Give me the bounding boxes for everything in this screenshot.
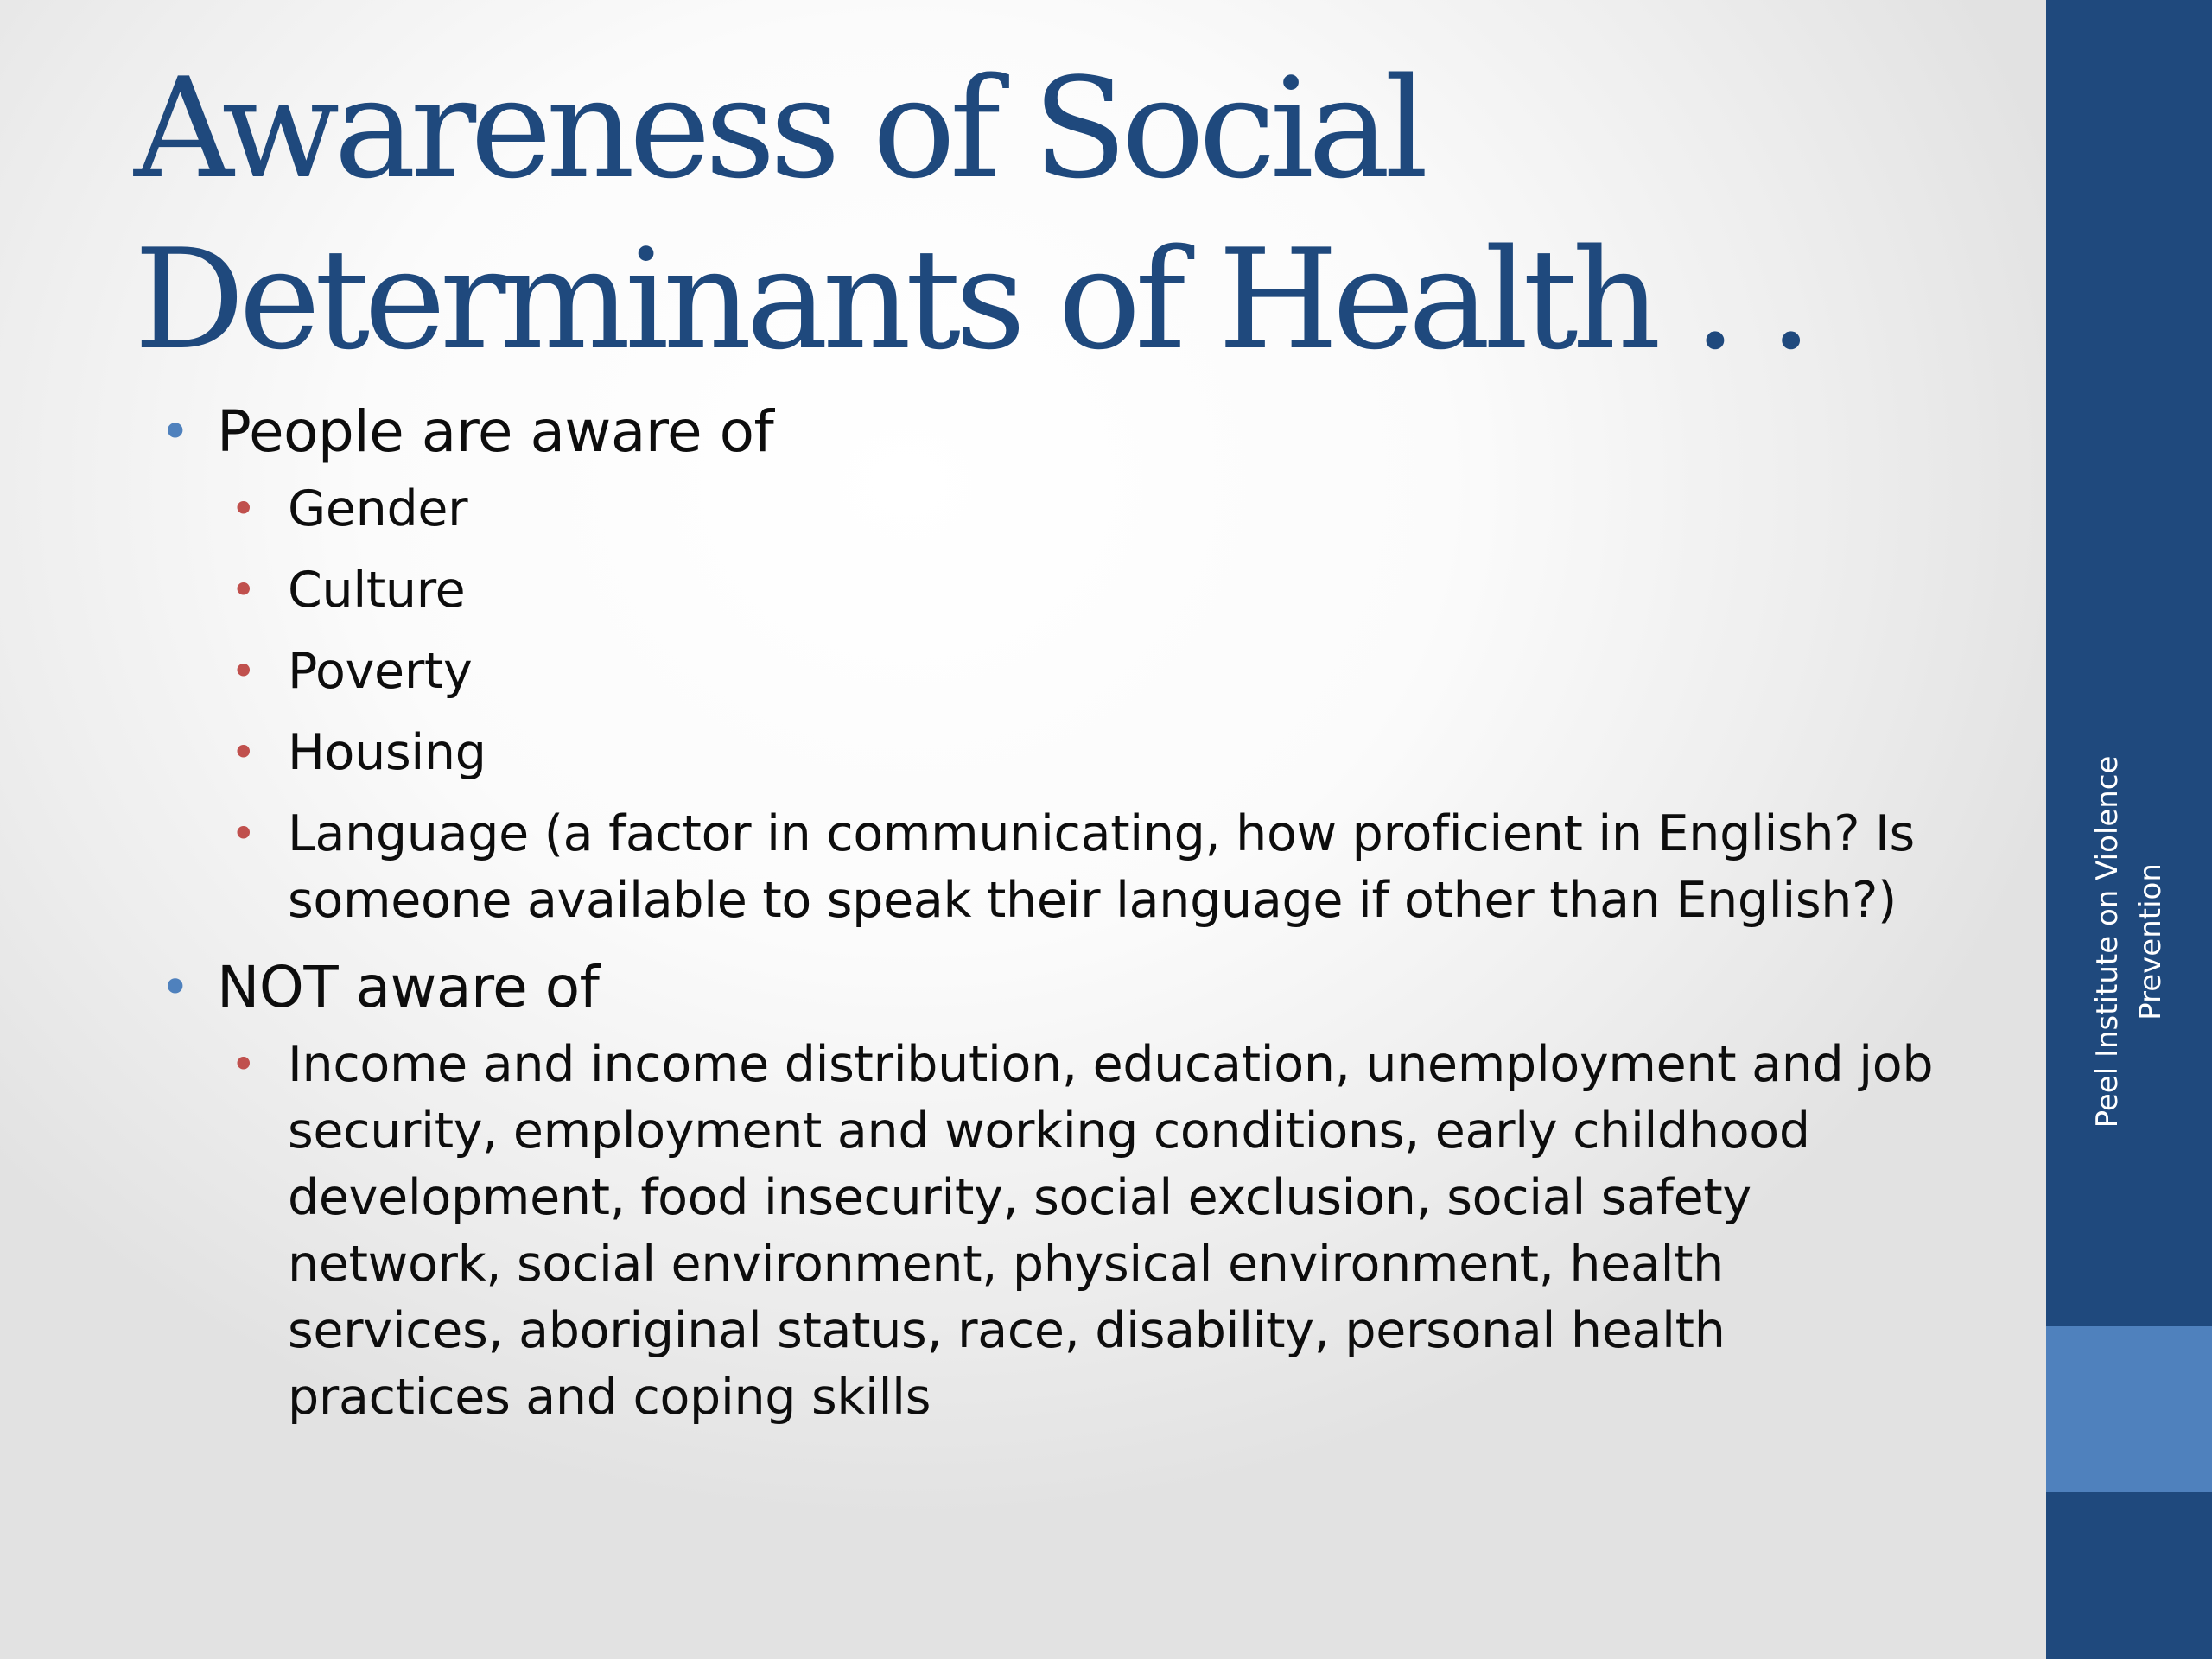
title-line-1: Awareness of Social xyxy=(134,48,1423,209)
bullet-text: People are aware of xyxy=(217,398,774,465)
sub-bullet-text: Income and income distribution, education, unemployment and job security, employment and working conditions, early childhood development, food insecurity, social exclusion, social safety network, social environment, physical environment, health services, aboriginal status, race, disability, personal health practices and coping skills xyxy=(288,1036,1934,1426)
sub-bullet-text: Language (a factor in communicating, how proficient in English? Is someone available to speak their language if other than English?) xyxy=(288,805,1915,929)
sub-bullet-text: Gender xyxy=(288,480,468,537)
sub-bullet-marker: • xyxy=(231,484,257,534)
sub-bullet-determinants xyxy=(160,1032,1940,1431)
sub-list-aware xyxy=(160,476,1940,934)
sub-bullet-language xyxy=(160,801,1940,934)
sidebar-accent-block xyxy=(2046,1326,2212,1492)
sub-list-not-aware xyxy=(160,1032,1940,1431)
sidebar-label: Peel Institute on Violence Prevention xyxy=(2090,755,2168,1128)
bullet-not-aware xyxy=(160,949,1940,1027)
sub-bullet-housing xyxy=(160,720,1940,786)
sub-bullet-gender xyxy=(160,476,1940,543)
sub-bullet-text: Housing xyxy=(288,724,486,781)
sub-bullet-marker: • xyxy=(231,809,257,859)
bullet-marker: • xyxy=(160,402,190,462)
sub-bullet-marker: • xyxy=(231,1039,257,1090)
sub-bullet-text: Culture xyxy=(288,562,466,619)
sub-bullet-poverty xyxy=(160,639,1940,705)
sidebar-band xyxy=(2046,0,2212,1659)
bullet-marker: • xyxy=(160,957,190,1018)
sub-bullet-marker: • xyxy=(231,565,257,615)
title-line-2: Determinants of Health . . xyxy=(134,219,1808,380)
bullet-text: NOT aware of xyxy=(217,954,600,1020)
sub-bullet-culture xyxy=(160,557,1940,624)
sub-bullet-text: Poverty xyxy=(288,643,473,700)
slide-title xyxy=(134,43,1948,385)
bullet-people-aware xyxy=(160,393,1940,471)
sub-bullet-marker: • xyxy=(231,728,257,778)
sub-bullet-marker: • xyxy=(231,646,257,696)
slide-body xyxy=(160,393,1940,1446)
